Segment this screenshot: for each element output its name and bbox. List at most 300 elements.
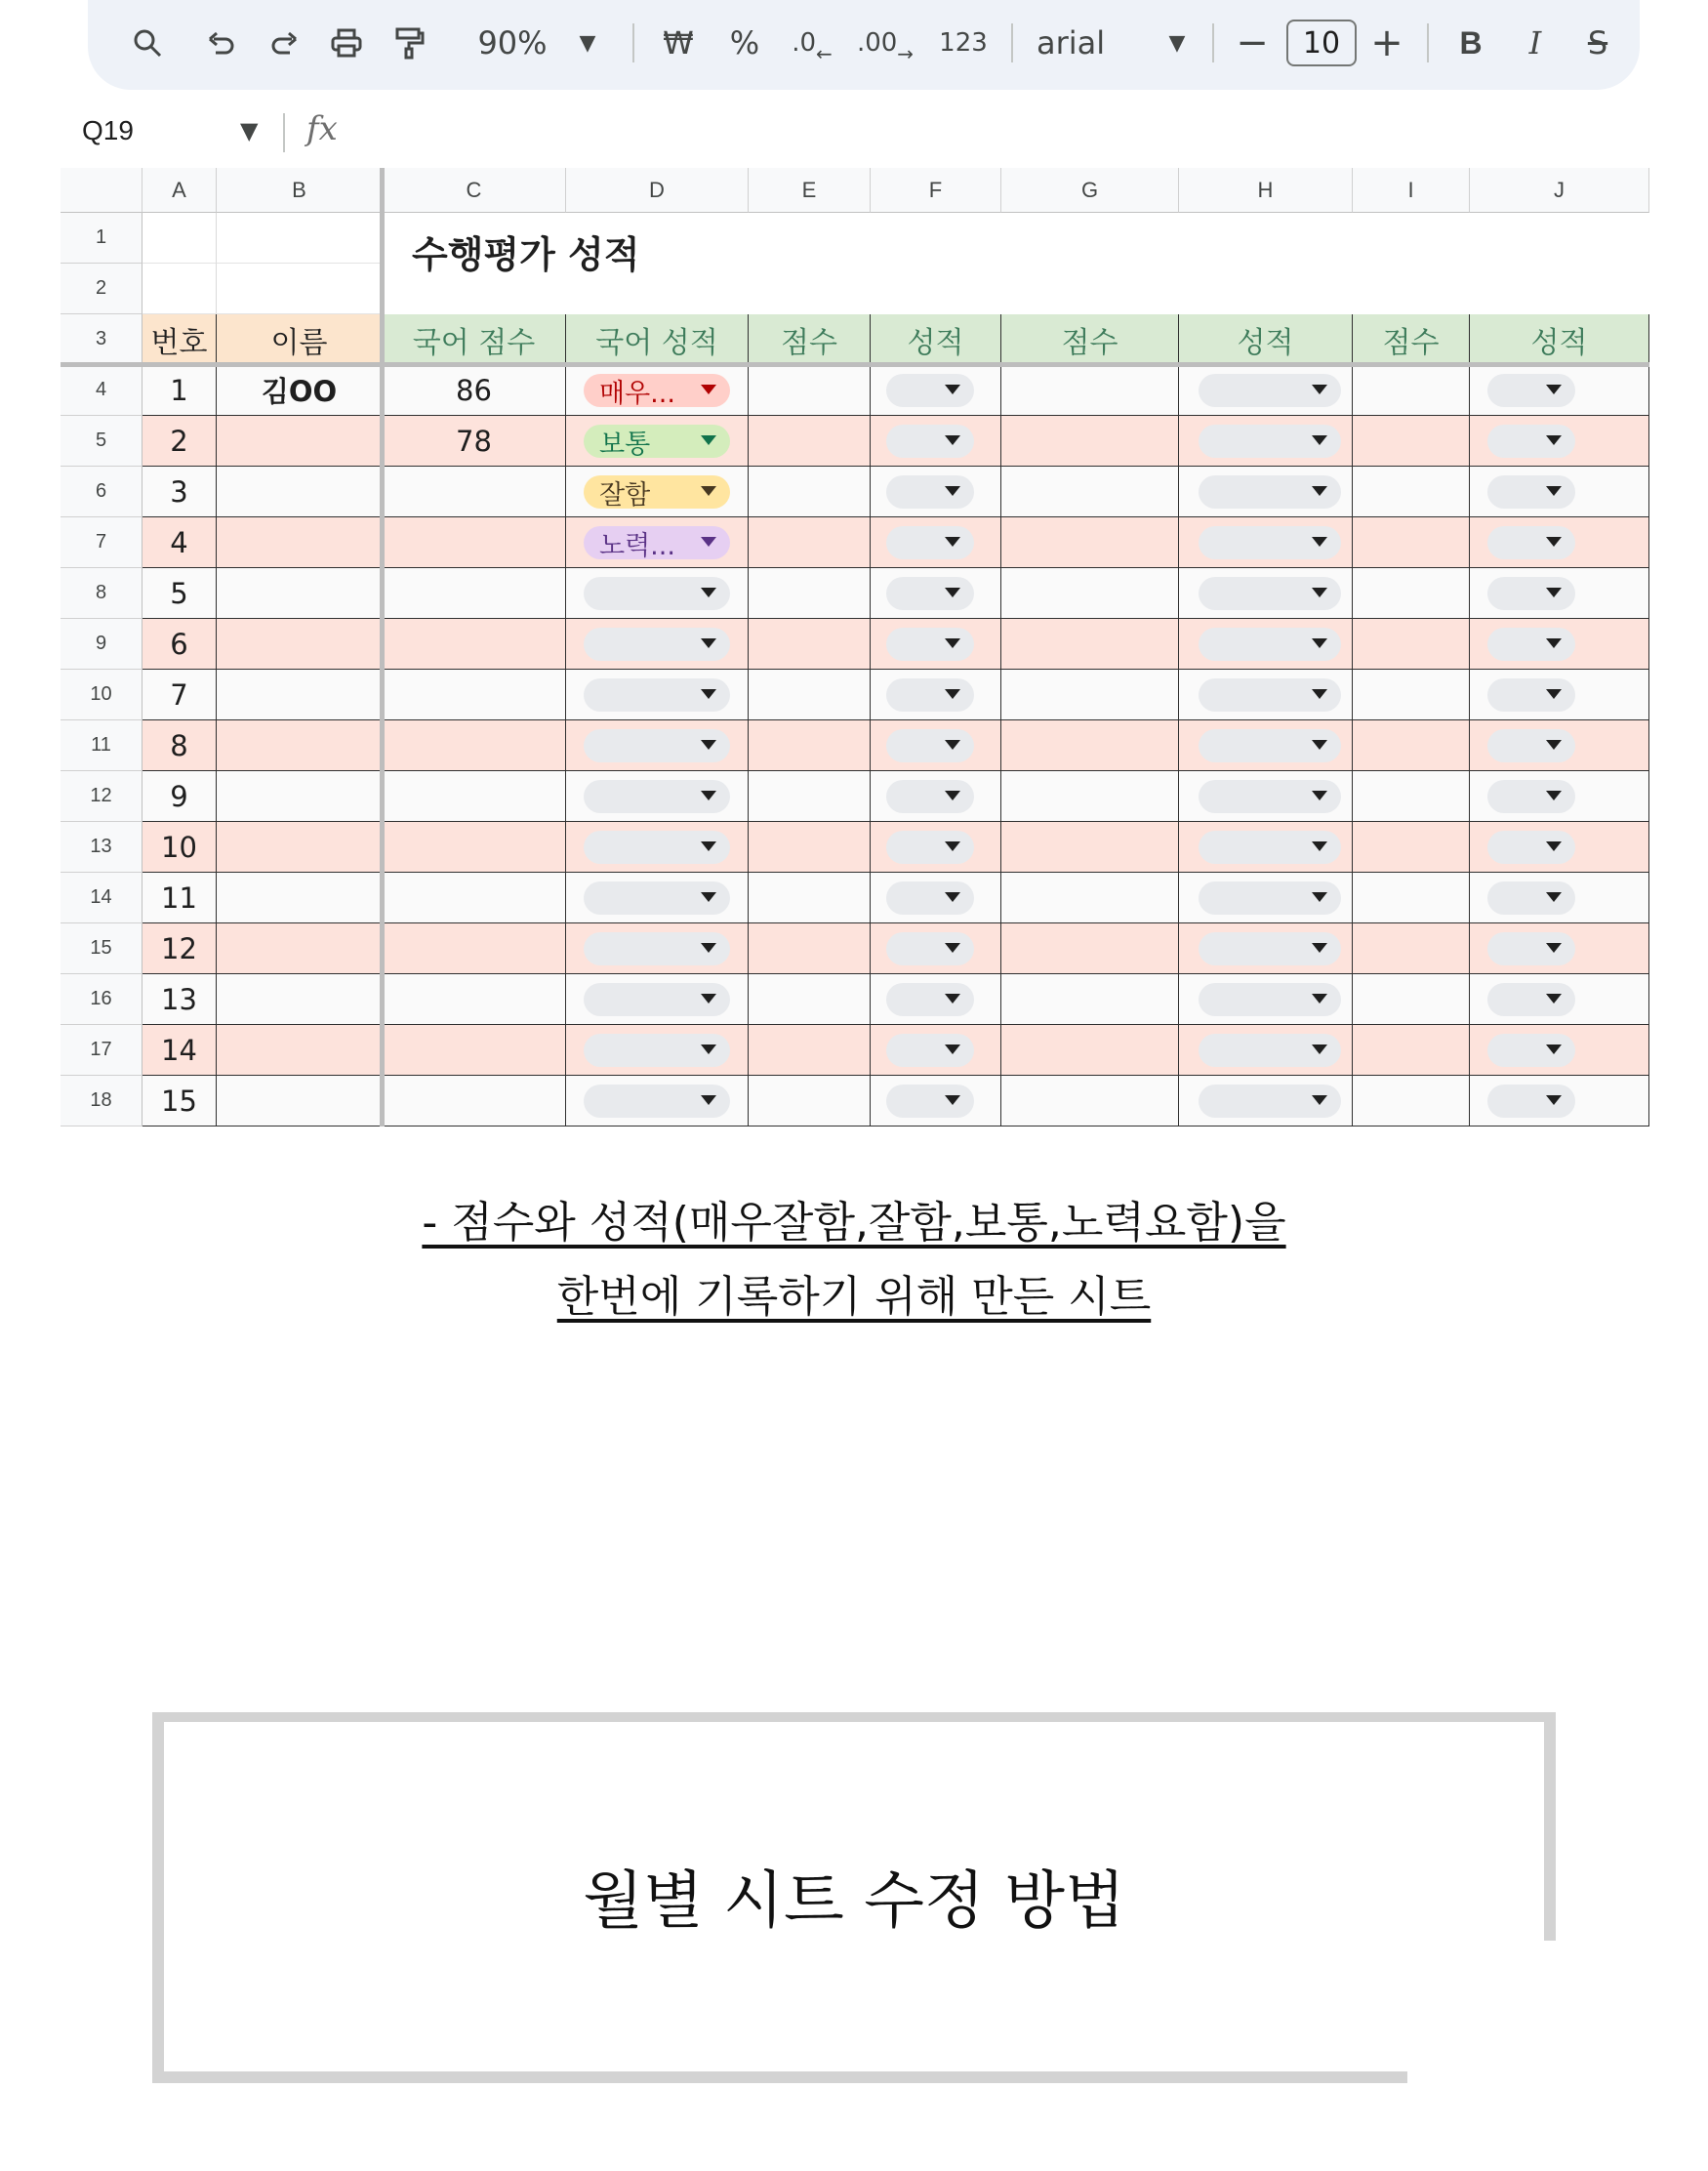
- empty-dropdown-chip[interactable]: [1199, 425, 1341, 458]
- number-format-button[interactable]: 123: [939, 28, 988, 58]
- empty-dropdown-chip[interactable]: [1487, 983, 1575, 1016]
- header-cell-f[interactable]: 성적: [871, 314, 1001, 365]
- cell-e14[interactable]: [749, 873, 871, 923]
- row-header-15[interactable]: 15: [61, 923, 142, 974]
- grade-dropdown-chip[interactable]: [584, 374, 730, 407]
- dropdown-arrow-icon: [701, 689, 716, 699]
- empty-dropdown-chip[interactable]: [886, 729, 974, 762]
- cell-e12[interactable]: [749, 771, 871, 822]
- cell-g5[interactable]: [1001, 416, 1179, 467]
- empty-dropdown-chip[interactable]: [1199, 780, 1341, 813]
- cell-e18[interactable]: [749, 1076, 871, 1126]
- cell-g6[interactable]: [1001, 467, 1179, 517]
- empty-dropdown-chip[interactable]: [1199, 678, 1341, 712]
- empty-dropdown-chip[interactable]: [1487, 475, 1575, 509]
- cell-c11[interactable]: [383, 720, 566, 771]
- cell-a6[interactable]: [142, 467, 217, 517]
- cell-c4[interactable]: [383, 365, 566, 416]
- cell-c18[interactable]: [383, 1076, 566, 1126]
- row-header-10[interactable]: 10: [61, 670, 142, 720]
- dropdown-arrow-icon: [1312, 588, 1327, 597]
- cell-e16[interactable]: [749, 974, 871, 1025]
- cell-c6[interactable]: [383, 467, 566, 517]
- empty-dropdown-chip[interactable]: [1487, 425, 1575, 458]
- cell-g18[interactable]: [1001, 1076, 1179, 1126]
- row-number-value: 12: [161, 931, 197, 965]
- row-number-value: 14: [161, 1033, 197, 1067]
- column-header-f[interactable]: F: [871, 168, 1001, 213]
- cell-g11[interactable]: [1001, 720, 1179, 771]
- cell-b10[interactable]: [217, 670, 383, 720]
- cell-b4[interactable]: [217, 365, 383, 416]
- row-header-18[interactable]: 18: [61, 1076, 142, 1126]
- row-number-value: 4: [170, 525, 188, 559]
- dropdown-arrow-icon: [1312, 435, 1327, 445]
- empty-dropdown-chip[interactable]: [1487, 881, 1575, 915]
- dropdown-arrow-icon: [1312, 791, 1327, 800]
- empty-dropdown-chip[interactable]: [886, 1034, 974, 1067]
- frozen-column-divider[interactable]: [380, 168, 385, 1126]
- cell-c14[interactable]: [383, 873, 566, 923]
- dropdown-arrow-icon: [701, 841, 716, 851]
- cell-e11[interactable]: [749, 720, 871, 771]
- dropdown-arrow-icon: [945, 892, 960, 902]
- dropdown-arrow-icon: [701, 892, 716, 902]
- cell-e9[interactable]: [749, 619, 871, 670]
- print-icon[interactable]: [322, 14, 371, 72]
- cell-g7[interactable]: [1001, 517, 1179, 568]
- cell-e7[interactable]: [749, 517, 871, 568]
- row-header-6[interactable]: 6: [61, 467, 142, 517]
- cell-i13[interactable]: [1353, 822, 1470, 873]
- box-border-bottom: [152, 2071, 1407, 2083]
- row-number-value: 7: [170, 677, 188, 712]
- cell-a17[interactable]: [142, 1025, 217, 1076]
- header-cell-d[interactable]: 국어 성적: [566, 314, 749, 365]
- cell-a4[interactable]: [142, 365, 217, 416]
- empty-dropdown-chip[interactable]: [1199, 932, 1341, 965]
- arrow-right-icon: →: [897, 42, 915, 65]
- empty-dropdown-chip[interactable]: [886, 577, 974, 610]
- cell-g9[interactable]: [1001, 619, 1179, 670]
- cell-i8[interactable]: [1353, 568, 1470, 619]
- empty-dropdown-chip[interactable]: [1199, 729, 1341, 762]
- bold-button[interactable]: B: [1459, 24, 1483, 61]
- cell-b1[interactable]: [217, 213, 383, 264]
- cell-a1[interactable]: [142, 213, 217, 264]
- empty-dropdown-chip[interactable]: [886, 425, 974, 458]
- header-cell-b[interactable]: 이름: [217, 314, 383, 365]
- row-number-value: 11: [161, 881, 197, 915]
- dropdown-arrow-icon: [1546, 892, 1562, 902]
- cell-i18[interactable]: [1353, 1076, 1470, 1126]
- empty-dropdown-chip[interactable]: [1199, 475, 1341, 509]
- cell-g4[interactable]: [1001, 365, 1179, 416]
- cell-b9[interactable]: [217, 619, 383, 670]
- cell-e6[interactable]: [749, 467, 871, 517]
- dropdown-arrow-icon: [1546, 486, 1562, 496]
- empty-dropdown-chip[interactable]: [1487, 628, 1575, 661]
- arrow-left-icon: ←: [816, 42, 833, 65]
- empty-dropdown-chip[interactable]: [1487, 374, 1575, 407]
- cell-b6[interactable]: [217, 467, 383, 517]
- row-number-value: 6: [170, 627, 188, 661]
- dropdown-arrow-icon: [1546, 791, 1562, 800]
- cell-a15[interactable]: [142, 923, 217, 974]
- empty-dropdown-chip[interactable]: [1199, 881, 1341, 915]
- empty-dropdown-chip[interactable]: [584, 932, 730, 965]
- cell-g17[interactable]: [1001, 1025, 1179, 1076]
- name-box[interactable]: Q19: [82, 115, 134, 145]
- cell-c17[interactable]: [383, 1025, 566, 1076]
- empty-dropdown-chip[interactable]: [584, 577, 730, 610]
- empty-dropdown-chip[interactable]: [1487, 1085, 1575, 1118]
- column-header-c[interactable]: C: [383, 168, 566, 213]
- header-cell-e[interactable]: 점수: [749, 314, 871, 365]
- row-header-1[interactable]: 1: [61, 213, 142, 264]
- decrease-decimal-label: .0: [792, 28, 817, 58]
- cell-a7[interactable]: [142, 517, 217, 568]
- grade-chip-label: 잘함: [599, 479, 651, 511]
- increase-decimal-button[interactable]: [851, 14, 919, 72]
- cell-i17[interactable]: [1353, 1025, 1470, 1076]
- paint-format-icon[interactable]: [385, 14, 433, 72]
- cell-i9[interactable]: [1353, 619, 1470, 670]
- row-number-value: 1: [170, 373, 188, 407]
- row-number-value: 15: [161, 1084, 197, 1118]
- korean-score-value: 78: [456, 424, 492, 458]
- cell-c8[interactable]: [383, 568, 566, 619]
- grade-chip-label: 매우...: [599, 378, 675, 409]
- cell-b14[interactable]: [217, 873, 383, 923]
- empty-dropdown-chip[interactable]: [1199, 1085, 1341, 1118]
- cell-i11[interactable]: [1353, 720, 1470, 771]
- frozen-row-divider[interactable]: [61, 362, 1649, 367]
- cell-c16[interactable]: [383, 974, 566, 1025]
- row-number-value: 5: [170, 576, 188, 610]
- grade-dropdown-chip[interactable]: [584, 425, 730, 458]
- toolbar-divider: [1427, 23, 1429, 62]
- cell-e10[interactable]: [749, 670, 871, 720]
- empty-dropdown-chip[interactable]: [1487, 1034, 1575, 1067]
- cell-b8[interactable]: [217, 568, 383, 619]
- row-number-value: 9: [170, 779, 188, 813]
- cell-a13[interactable]: [142, 822, 217, 873]
- sheet-title: 수행평가 성적: [412, 233, 640, 276]
- row-header-5[interactable]: 5: [61, 416, 142, 467]
- cell-e5[interactable]: [749, 416, 871, 467]
- row-header-8[interactable]: 8: [61, 568, 142, 619]
- increase-decimal-label: .00: [856, 28, 898, 58]
- dropdown-arrow-icon: [945, 1095, 960, 1105]
- cell-a16[interactable]: [142, 974, 217, 1025]
- empty-dropdown-chip[interactable]: [1487, 577, 1575, 610]
- zoom-value: 90%: [477, 24, 548, 61]
- cell-i7[interactable]: [1353, 517, 1470, 568]
- caption-line-2: 한번에 기록하기 위해 만든 시트: [556, 1272, 1152, 1322]
- row-number-value: 10: [161, 830, 197, 864]
- dropdown-arrow-icon: [1546, 689, 1562, 699]
- search-icon[interactable]: [123, 14, 172, 72]
- cell-e8[interactable]: [749, 568, 871, 619]
- cell-c7[interactable]: [383, 517, 566, 568]
- decrease-font-size-button[interactable]: −: [1236, 20, 1269, 65]
- cell-e17[interactable]: [749, 1025, 871, 1076]
- empty-dropdown-chip[interactable]: [886, 983, 974, 1016]
- cell-i15[interactable]: [1353, 923, 1470, 974]
- cell-i16[interactable]: [1353, 974, 1470, 1025]
- cell-b13[interactable]: [217, 822, 383, 873]
- dropdown-arrow-icon: [701, 435, 716, 445]
- row-header-2[interactable]: 2: [61, 264, 142, 314]
- row-header-3[interactable]: 3: [61, 314, 142, 365]
- empty-dropdown-chip[interactable]: [886, 831, 974, 864]
- row-number-value: 8: [170, 728, 188, 762]
- grade-chip-label: 보통: [599, 429, 651, 460]
- chevron-down-icon[interactable]: ▼: [1168, 30, 1186, 56]
- empty-dropdown-chip[interactable]: [886, 475, 974, 509]
- cell-b16[interactable]: [217, 974, 383, 1025]
- empty-dropdown-chip[interactable]: [1487, 780, 1575, 813]
- cell-b11[interactable]: [217, 720, 383, 771]
- redo-icon[interactable]: [260, 14, 308, 72]
- dropdown-arrow-icon: [945, 588, 960, 597]
- dropdown-arrow-icon: [1546, 994, 1562, 1004]
- zoom-select[interactable]: [459, 14, 566, 72]
- cell-b5[interactable]: [217, 416, 383, 467]
- dropdown-arrow-icon: [701, 588, 716, 597]
- dropdown-arrow-icon: [701, 943, 716, 953]
- cell-c12[interactable]: [383, 771, 566, 822]
- dropdown-arrow-icon: [945, 1045, 960, 1054]
- cell-a8[interactable]: [142, 568, 217, 619]
- empty-dropdown-chip[interactable]: [1199, 577, 1341, 610]
- cell-i4[interactable]: [1353, 365, 1470, 416]
- grade-dropdown-chip[interactable]: [584, 475, 730, 509]
- empty-dropdown-chip[interactable]: [1487, 729, 1575, 762]
- cell-a5[interactable]: [142, 416, 217, 467]
- dropdown-arrow-icon: [1312, 689, 1327, 699]
- empty-dropdown-chip[interactable]: [584, 780, 730, 813]
- cell-c15[interactable]: [383, 923, 566, 974]
- column-header-b[interactable]: B: [217, 168, 383, 213]
- empty-dropdown-chip[interactable]: [584, 678, 730, 712]
- cell-i12[interactable]: [1353, 771, 1470, 822]
- empty-dropdown-chip[interactable]: [1487, 831, 1575, 864]
- cell-a18[interactable]: [142, 1076, 217, 1126]
- font-size-input[interactable]: 10: [1286, 20, 1357, 66]
- dropdown-arrow-icon: [945, 486, 960, 496]
- empty-dropdown-chip[interactable]: [1487, 932, 1575, 965]
- empty-dropdown-chip[interactable]: [584, 831, 730, 864]
- increase-font-size-button[interactable]: +: [1370, 20, 1403, 65]
- percent-button[interactable]: %: [729, 24, 760, 61]
- row-header-11[interactable]: 11: [61, 720, 142, 771]
- empty-dropdown-chip[interactable]: [886, 780, 974, 813]
- cell-b2[interactable]: [217, 264, 383, 314]
- empty-dropdown-chip[interactable]: [584, 1085, 730, 1118]
- empty-dropdown-chip[interactable]: [1199, 628, 1341, 661]
- grade-dropdown-chip[interactable]: [584, 526, 730, 559]
- header-cell-a[interactable]: 번호: [142, 314, 217, 365]
- decrease-decimal-button[interactable]: [783, 14, 841, 72]
- header-cell-i[interactable]: 점수: [1353, 314, 1470, 365]
- dropdown-arrow-icon: [1546, 1045, 1562, 1054]
- cell-g14[interactable]: [1001, 873, 1179, 923]
- strikethrough-button[interactable]: S: [1587, 24, 1608, 61]
- dropdown-arrow-icon: [1546, 435, 1562, 445]
- chevron-down-icon[interactable]: ▼: [579, 30, 596, 56]
- row-header-7[interactable]: 7: [61, 517, 142, 568]
- empty-dropdown-chip[interactable]: [1199, 374, 1341, 407]
- empty-dropdown-chip[interactable]: [1199, 831, 1341, 864]
- empty-dropdown-chip[interactable]: [886, 881, 974, 915]
- cell-a12[interactable]: [142, 771, 217, 822]
- dropdown-arrow-icon: [1546, 537, 1562, 547]
- dropdown-arrow-icon: [945, 943, 960, 953]
- dropdown-arrow-icon: [701, 740, 716, 750]
- cell-g13[interactable]: [1001, 822, 1179, 873]
- column-header-i[interactable]: I: [1353, 168, 1470, 213]
- row-header-14[interactable]: 14: [61, 873, 142, 923]
- header-cell-c[interactable]: 국어 점수: [383, 314, 566, 365]
- empty-dropdown-chip[interactable]: [886, 1085, 974, 1118]
- empty-dropdown-chip[interactable]: [584, 983, 730, 1016]
- dropdown-arrow-icon: [701, 385, 716, 394]
- empty-dropdown-chip[interactable]: [886, 932, 974, 965]
- toolbar: [88, 0, 1640, 90]
- dropdown-arrow-icon: [1312, 385, 1327, 394]
- select-all-corner[interactable]: [61, 168, 142, 213]
- cell-b18[interactable]: [217, 1076, 383, 1126]
- header-cell-h[interactable]: 성적: [1179, 314, 1353, 365]
- font-select[interactable]: [1031, 14, 1154, 72]
- italic-button[interactable]: I: [1528, 24, 1542, 61]
- cell-b17[interactable]: [217, 1025, 383, 1076]
- dropdown-arrow-icon: [1546, 385, 1562, 394]
- column-header-d[interactable]: D: [566, 168, 749, 213]
- empty-dropdown-chip[interactable]: [1487, 526, 1575, 559]
- cell-b12[interactable]: [217, 771, 383, 822]
- dropdown-arrow-icon: [1312, 740, 1327, 750]
- cell-a2[interactable]: [142, 264, 217, 314]
- column-header-g[interactable]: G: [1001, 168, 1179, 213]
- dropdown-arrow-icon: [701, 994, 716, 1004]
- font-value: arial: [1037, 24, 1106, 61]
- cell-c9[interactable]: [383, 619, 566, 670]
- cell-i14[interactable]: [1353, 873, 1470, 923]
- cell-e13[interactable]: [749, 822, 871, 873]
- empty-dropdown-chip[interactable]: [1487, 678, 1575, 712]
- box-border-top: [152, 1712, 1556, 1722]
- student-name: 김OO: [261, 375, 338, 408]
- dropdown-arrow-icon: [1546, 943, 1562, 953]
- row-header-4[interactable]: 4: [61, 365, 142, 416]
- cell-i10[interactable]: [1353, 670, 1470, 720]
- cell-b7[interactable]: [217, 517, 383, 568]
- empty-dropdown-chip[interactable]: [886, 374, 974, 407]
- cell-g15[interactable]: [1001, 923, 1179, 974]
- cell-a14[interactable]: [142, 873, 217, 923]
- cell-g16[interactable]: [1001, 974, 1179, 1025]
- dropdown-arrow-icon: [1546, 740, 1562, 750]
- empty-dropdown-chip[interactable]: [584, 1034, 730, 1067]
- toolbar-divider: [1212, 23, 1214, 62]
- row-header-17[interactable]: 17: [61, 1025, 142, 1076]
- dropdown-arrow-icon: [1312, 1095, 1327, 1105]
- cell-g12[interactable]: [1001, 771, 1179, 822]
- empty-dropdown-chip[interactable]: [886, 628, 974, 661]
- column-header-h[interactable]: H: [1179, 168, 1353, 213]
- cell-c5[interactable]: [383, 416, 566, 467]
- toolbar-divider: [1011, 23, 1013, 62]
- dropdown-arrow-icon: [1312, 841, 1327, 851]
- empty-dropdown-chip[interactable]: [584, 729, 730, 762]
- header-cell-j[interactable]: 성적: [1470, 314, 1649, 365]
- cell-i5[interactable]: [1353, 416, 1470, 467]
- column-header-a[interactable]: A: [142, 168, 217, 213]
- row-number-value: 13: [161, 982, 197, 1016]
- dropdown-arrow-icon: [1312, 943, 1327, 953]
- cell-e4[interactable]: [749, 365, 871, 416]
- cell-c13[interactable]: [383, 822, 566, 873]
- empty-dropdown-chip[interactable]: [886, 526, 974, 559]
- empty-dropdown-chip[interactable]: [886, 678, 974, 712]
- dropdown-arrow-icon: [945, 791, 960, 800]
- column-header-j[interactable]: J: [1470, 168, 1649, 213]
- cell-g8[interactable]: [1001, 568, 1179, 619]
- cell-a9[interactable]: [142, 619, 217, 670]
- korean-score-value: 86: [456, 373, 492, 407]
- dropdown-arrow-icon: [945, 994, 960, 1004]
- cell-g10[interactable]: [1001, 670, 1179, 720]
- cell-a10[interactable]: [142, 670, 217, 720]
- dropdown-arrow-icon: [701, 1045, 716, 1054]
- caption-line-1: - 점수와 성적(매우잘함,잘함,보통,노력요함)을: [422, 1198, 1286, 1248]
- dropdown-arrow-icon: [1312, 994, 1327, 1004]
- empty-dropdown-chip[interactable]: [1199, 983, 1341, 1016]
- undo-icon[interactable]: [197, 14, 246, 72]
- empty-dropdown-chip[interactable]: [584, 628, 730, 661]
- dropdown-arrow-icon: [945, 689, 960, 699]
- row-header-13[interactable]: 13: [61, 822, 142, 873]
- cell-a11[interactable]: [142, 720, 217, 771]
- row-header-12[interactable]: 12: [61, 771, 142, 822]
- cell-i6[interactable]: [1353, 467, 1470, 517]
- cell-c10[interactable]: [383, 670, 566, 720]
- empty-dropdown-chip[interactable]: [1199, 526, 1341, 559]
- header-cell-g[interactable]: 점수: [1001, 314, 1179, 365]
- dropdown-arrow-icon: [1312, 537, 1327, 547]
- dropdown-arrow-icon: [1546, 588, 1562, 597]
- empty-dropdown-chip[interactable]: [1199, 1034, 1341, 1067]
- grade-chip-label: 노력...: [599, 530, 675, 561]
- dropdown-arrow-icon: [1546, 1095, 1562, 1105]
- column-header-e[interactable]: E: [749, 168, 871, 213]
- empty-dropdown-chip[interactable]: [584, 881, 730, 915]
- toolbar-divider: [632, 23, 634, 62]
- dropdown-arrow-icon: [701, 791, 716, 800]
- currency-button[interactable]: ₩: [663, 24, 694, 61]
- row-header-9[interactable]: 9: [61, 619, 142, 670]
- cell-b15[interactable]: [217, 923, 383, 974]
- chevron-down-icon[interactable]: ▼: [240, 117, 259, 144]
- cell-e15[interactable]: [749, 923, 871, 974]
- dropdown-arrow-icon: [701, 1095, 716, 1105]
- dropdown-arrow-icon: [1312, 638, 1327, 648]
- spreadsheet-grid[interactable]: [61, 168, 1649, 1119]
- row-header-16[interactable]: 16: [61, 974, 142, 1025]
